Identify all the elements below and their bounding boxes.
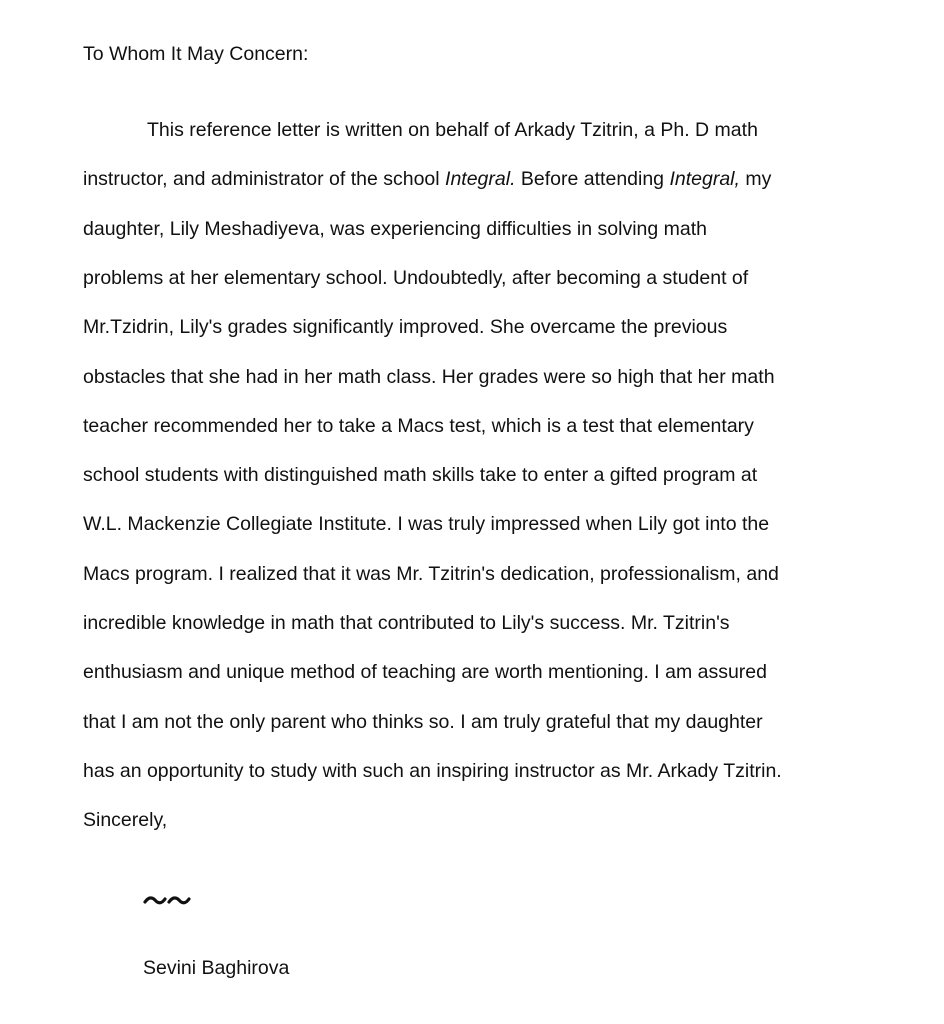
body-line [83,512,769,536]
body-text: Mr.Tzidrin, Lily's grades significantly improved. She overcame the previous [83,316,728,338]
body-line [83,167,771,191]
body-text: teacher recommended her to take a Macs test, which is a test that elementary [83,415,754,437]
body-line [83,266,748,290]
body-text: daughter, Lily Meshadiyeva, was experiencing difficulties in solving math [83,218,707,240]
body-line [83,710,763,734]
body-line [83,611,730,635]
salutation: To Whom It May Concern: [83,43,309,65]
body-line [83,463,757,487]
body-line [83,414,754,438]
body-line [147,118,758,142]
body-text: that I am not the only parent who thinks so. I am truly grateful that my daughter [83,711,763,733]
body-text: instructor, and administrator of the school [83,168,446,190]
body-text: This reference letter is written on behalf of Arkady Tzitrin, a Ph. D math [147,119,758,141]
closing: Sincerely, [83,809,168,831]
body-text: my [739,168,772,190]
body-line [83,660,767,684]
body-text: has an opportunity to study with such an inspiring instructor as Mr. Arkady Tzitrin. [83,760,782,782]
body-text: Macs program. I realized that it was Mr. Tzitrin's dedication, professionalism, and [83,563,779,585]
body-line [83,365,775,389]
italic-text: Integral, [669,168,740,190]
body-text: Before attending [515,168,670,190]
body-text: obstacles that she had in her math class. Her grades were so high that her math [83,366,775,388]
body-text: W.L. Mackenzie Collegiate Institute. I was truly impressed when Lily got into the [83,513,770,535]
body-text: incredible knowledge in math that contributed to Lily's success. Mr. Tzitrin's [83,612,730,634]
body-text: enthusiasm and unique method of teaching are worth mentioning. I am assured [83,661,767,683]
body-line [83,759,782,783]
signer-name: Sevini Baghirova [143,957,290,979]
signature-mark [142,885,194,915]
italic-text: Integral. [445,168,516,190]
body-text: problems at her elementary school. Undoubtedly, after becoming a student of [83,267,749,289]
body-text: school students with distinguished math skills take to enter a gifted program at [83,464,758,486]
body-line [83,562,779,586]
body-line [83,217,707,241]
body-line [83,315,727,339]
